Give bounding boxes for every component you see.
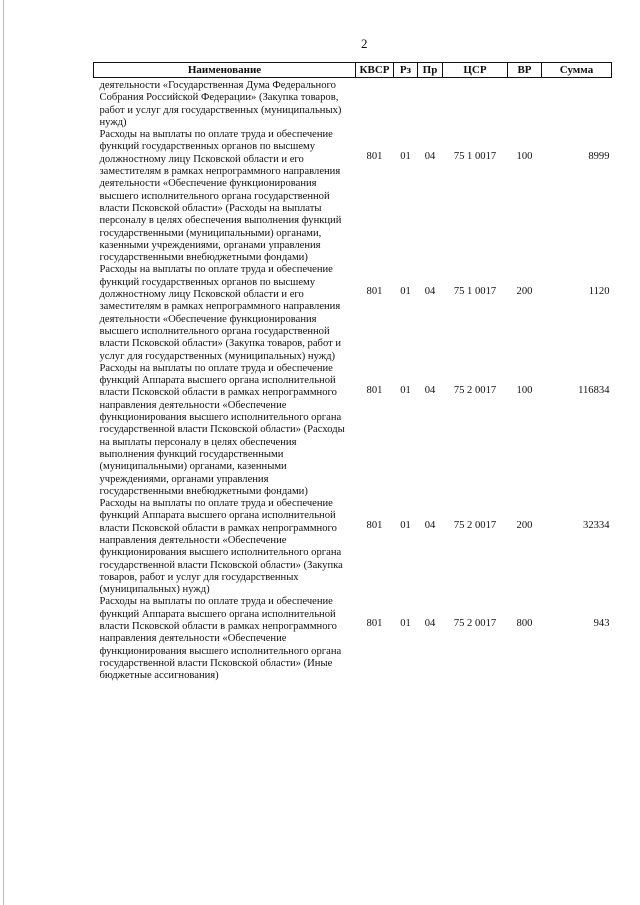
- row-sum: 1120: [588, 286, 610, 298]
- header-csr: ЦСР: [443, 63, 508, 78]
- row-sum: 32334: [583, 520, 610, 532]
- row-vr: 100: [516, 384, 533, 396]
- budget-table: [93, 62, 612, 683]
- row-rz: 01: [400, 151, 411, 163]
- row-sum: 116834: [578, 384, 610, 396]
- table-row: [94, 596, 612, 682]
- row-sum: 8999: [588, 151, 610, 163]
- row-name: Расходы на выплаты по оплате труда и обеспечение функций Аппарата высшего органа исполнительной власти Псковской области в рамках непрограммного направления деятельности «Обеспечение функционирования высшего исполнительного органа государственной власти Псковской области» (Закупка товаров, работ и услуг для государственных (муниципальных) нужд): [99, 498, 343, 596]
- row-pr: 04: [424, 384, 436, 396]
- row-name: Расходы на выплаты по оплате труда и обеспечение функций Аппарата высшего органа исполнительной власти Псковской области в рамках непрограммного направления деятельности «Обеспечение функционирования высшего исполнительного органа государственной власти Псковской области» (Расходы на выплаты персоналу в целях обеспечения выполнения функций государственными (муниципальными) органами, казенными учреждениями, органами управления государственными внебюджетными фондами): [99, 362, 345, 497]
- table-row: [94, 264, 612, 362]
- row-pr: 04: [424, 151, 436, 163]
- row-csr: 75 2 0017: [453, 618, 497, 630]
- header-sum: Сумма: [542, 63, 612, 78]
- row-csr: 75 1 0017: [453, 151, 497, 163]
- row-csr: 75 2 0017: [453, 384, 497, 396]
- row-kvsr: 801: [366, 286, 383, 298]
- page-number: 2: [361, 36, 368, 51]
- row-rz: 01: [400, 618, 411, 630]
- row-kvsr: 801: [366, 384, 383, 396]
- header-name: Наименование: [94, 63, 356, 78]
- row-name: Расходы на выплаты по оплате труда и обеспечение функций Аппарата высшего органа исполнительной власти Псковской области в рамках непрограммного направления деятельности «Обеспечение функционирования высшего исполнительного органа государственной власти Псковской области» (Иные бюджетные ассигнования): [99, 596, 342, 682]
- row-vr: 200: [516, 520, 533, 532]
- table-row: [94, 363, 612, 498]
- row-kvsr: 801: [366, 618, 383, 630]
- row-rz: 01: [400, 286, 411, 298]
- row-pr: 04: [424, 520, 436, 532]
- row-csr: 75 2 0017: [453, 520, 497, 532]
- row-csr: 75 1 0017: [453, 286, 497, 298]
- row-rz: 01: [400, 384, 411, 396]
- table-row-continuation: [94, 78, 612, 130]
- row-name: Расходы на выплаты по оплате труда и обеспечение функций государственных органов по высшему должностному лицу Псковской области и его заместителям в рамках непрограммного направления деятельности «Обеспечение функционирования высшего исполнительного органа государственной власти Псковской области» (Расходы на выплаты персоналу в целях обеспечения выполнения функций государственными (муниципальными) органами, казенными учреждениями, органами управления государственными внебюджетными фондами): [99, 129, 342, 264]
- row-sum: 943: [593, 618, 610, 630]
- header-vr: ВР: [508, 63, 542, 78]
- table-row: [94, 498, 612, 596]
- row-rz: 01: [400, 520, 411, 532]
- table-row: [94, 129, 612, 264]
- table-header-row: [94, 63, 612, 78]
- header-kvsr: КВСР: [356, 63, 394, 78]
- row-pr: 04: [424, 618, 436, 630]
- row-name: Расходы на выплаты по оплате труда и обеспечение функций государственных органов по высшему должностному лицу Псковской области и его заместителям в рамках непрограммного направления деятельности «Обеспечение функционирования высшего исполнительного органа государственной власти Псковской области» (Закупка товаров, работ и услуг для государственных (муниципальных) нужд): [99, 264, 342, 362]
- row-vr: 100: [516, 151, 533, 163]
- row-vr: 200: [516, 286, 533, 298]
- row-pr: 04: [424, 286, 436, 298]
- row-name: деятельности «Государственная Дума Федерального Собрания Российской Федерации» (Закупка товаров, работ и услуг для государственных (муниципальных) нужд): [99, 80, 342, 128]
- scan-margin-line: [3, 0, 4, 905]
- row-vr: 800: [516, 618, 533, 630]
- row-kvsr: 801: [366, 151, 383, 163]
- header-pr: Пр: [418, 63, 443, 78]
- row-kvsr: 801: [366, 520, 383, 532]
- header-rz: Рз: [394, 63, 418, 78]
